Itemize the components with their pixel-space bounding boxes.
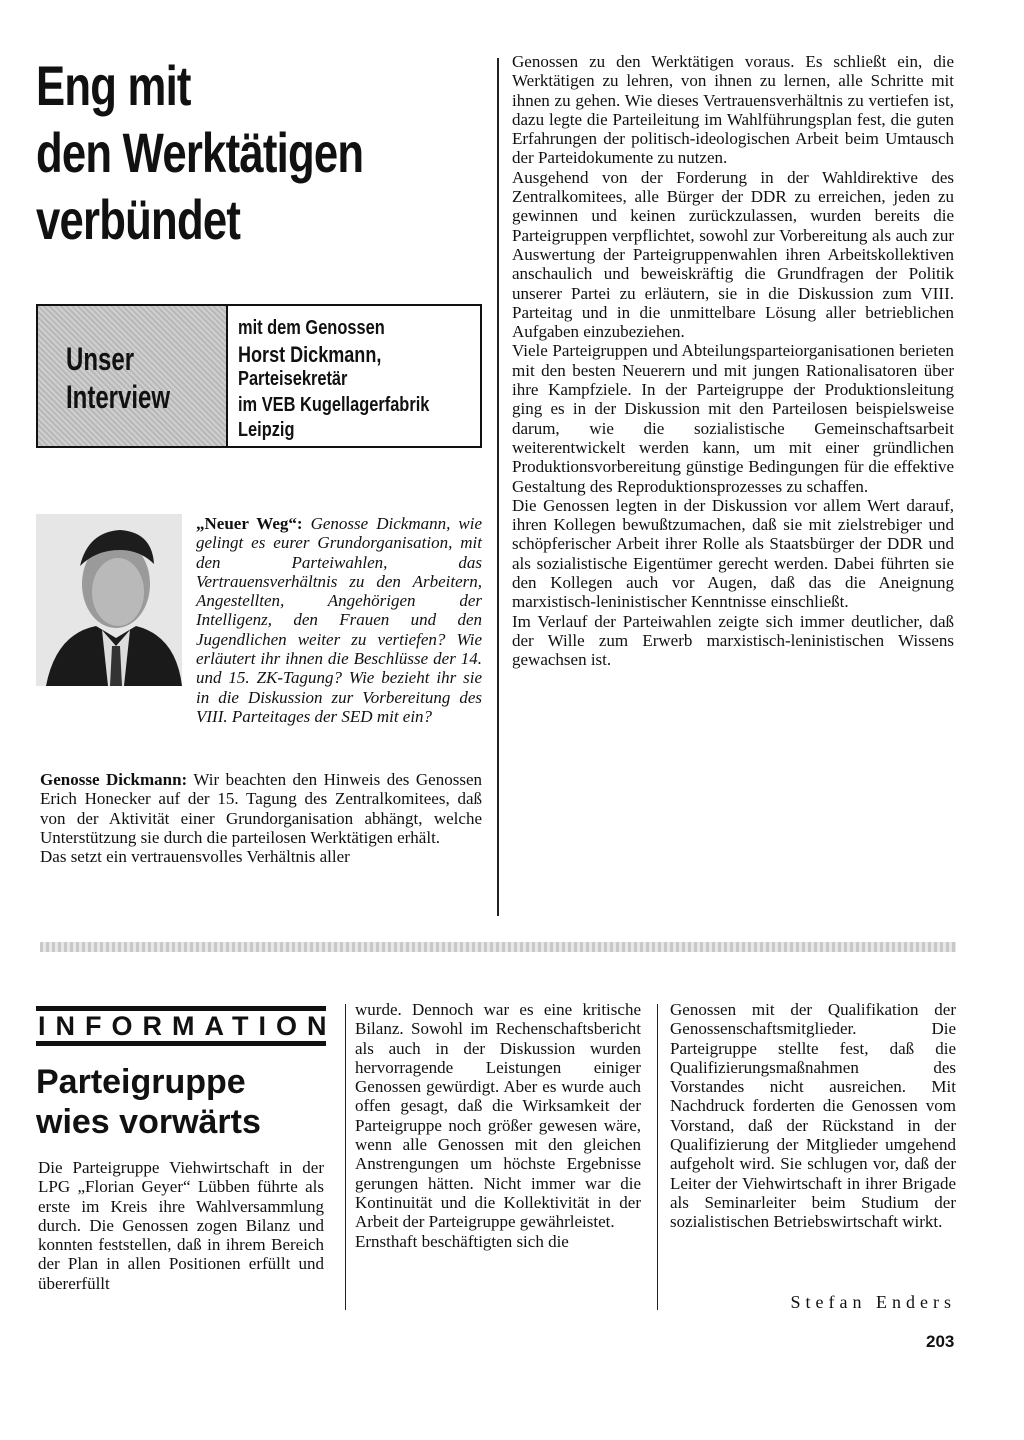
author-signature: Stefan Enders bbox=[790, 1292, 956, 1312]
column-divider bbox=[497, 58, 499, 916]
information-section-title: INFORMATION bbox=[36, 1006, 326, 1046]
portrait-photo bbox=[36, 514, 182, 686]
interview-question-block bbox=[196, 514, 482, 726]
left-column-last-line: Das setzt ein vertrauensvolles Verhältnis aller bbox=[40, 847, 350, 867]
right-paragraph-4: Die Genossen legten in der Diskussion vor allem Wert darauf, ihren Kollegen bewußtzumachen, daß sie mit zielstrebiger und schöpferischer Arbeit ihrer Rolle als Staatsbürger der DDR und als sozialistische Eigentümer gerecht werden. Dabei führten sie den Kollegen auch vor Augen, daß das die Aneignung marxistisch-leninistischer Kenntnisse einschließt. bbox=[512, 495, 954, 612]
right-paragraph-1: Genossen zu den Werktätigen voraus. Es schließt ein, die Werktätigen zu lehren, von ihnen zu lernen, alle Schritte mit ihnen zu gehen. Wie dieses Vertrauensverhältnis zu vertiefen ist, dazu legte die Parteileitung im Wahlführungsplan fest, die guten Erfahrungen der politisch-ideologischen Arbeit beim Umtausch der Parteidokumente zu nutzen. bbox=[512, 52, 954, 168]
information-column-3: Genossen mit der Qualifikation der Genossenschaftsmitglieder. Die Parteigruppe stellte fest, daß die Qualifizierungsmaßnahmen des Vorstandes nicht ausreichen. Mit Nachdruck forderten die Genossen vom Vorstand, daß der Rückstand in der Qualifizierung der Mitglieder umgehend aufgeholt wird. Sie schlugen vor, daß der Leiter der Viehwirtschaft in ihrer Brigade als Seminarleiter beim Studium der sozialistischen Betriebswirtschaft wirkt. bbox=[670, 1000, 956, 1232]
page-number: 203 bbox=[926, 1332, 955, 1351]
interview-label-panel bbox=[38, 306, 228, 446]
info-divider-2 bbox=[657, 1004, 658, 1310]
question-source: „Neuer Weg“: bbox=[196, 514, 303, 533]
right-paragraph-2: Ausgehend von der Forderung in der Wahldirektive des Zentralkomitees, alle Bürger der DDR zu erreichen, jeden zu gewinnen und keinen zurückzulassen, wurden bereits die Parteigruppen verpflichtet, sowohl zur Vorbereitung als auch zur Auswertung der Parteigruppenwahlen ihren Arbeitskollektiven anschaulich und beweiskräftig die Grundfragen der Politik unserer Partei zu erläutern, sie in die Diskussion zum VIII. Parteitag und in die unmittelbare Lösung aller betrieblichen Aufgaben einzubeziehen. bbox=[512, 167, 954, 342]
information-column-1: Die Parteigruppe Viehwirtschaft in der LPG „Florian Geyer“ Lübben führte als erste im Kreis ihre Wahlversammlung durch. Die Genossen zogen Bilanz und konnten feststellen, daß in ihrem Bereich der Plan in allen Positionen erfüllt und übererfüllt bbox=[38, 1158, 324, 1293]
headline-line-2: den Werktätigen bbox=[36, 121, 364, 184]
info-divider-1 bbox=[345, 1004, 346, 1310]
interview-box bbox=[36, 304, 482, 448]
question-text: Genosse Dickmann, wie gelingt es eurer Grundorganisation, mit den Parteiwahlen, das Vertrauensverhältnis zu den Arbeitern, Angestellten, Angehörigen der Intelligenz, den Frauen und den Jugendlichen weiter zu vertiefen? Wie erläutert ihr ihnen die Beschlüsse der 14. und 15. ZK-Tagung? Wie bezieht ihr sie in die Diskussion zur Vorbereitung des VIII. Parteitages der SED mit ein? bbox=[196, 514, 482, 726]
article-headline bbox=[36, 52, 363, 253]
interview-details: mit dem Genossen Horst Dickmann, Parteisekretär im VEB Kugellagerfabrik Leipzig bbox=[238, 317, 430, 441]
information-headline: Parteigruppe wies vorwärts bbox=[36, 1063, 261, 1141]
headline-line-3: verbündet bbox=[36, 188, 241, 251]
portrait-drawing bbox=[36, 514, 182, 686]
answer-text: Wir beachten den Hinweis des Genossen Erich Honecker auf der 15. Tagung des Zentralkomitees, daß von der Aktivität einer Grundorganisation abhängt, welche Unterstützung sie durch die parteilosen Werktätigen erhält. bbox=[40, 770, 482, 847]
headline-line-1: Eng mit bbox=[36, 54, 191, 117]
information-column-2: wurde. Dennoch war es eine kritische Bilanz. Sowohl im Rechenschaftsbericht als auch in der Diskussion wurden hervorragende Leistungen einiger Genossen gewürdigt. Aber es wurde auch offen gesagt, daß die Wirksamkeit der Parteigruppe noch größer gewesen wäre, wenn alle Genossen mit den gleichen Anstrengungen um höchste Ergebnisse gerungen hätten. Nicht immer war die Kontinuität und die Kollektivität in der Arbeit der Parteigruppe gewährleistet. Ernsthaft beschäftigten sich die bbox=[355, 1000, 641, 1251]
right-paragraph-3: Viele Parteigruppen und Abteilungsparteiorganisationen berieten mit den besten Neuerern und mit jungen Rationalisatoren über ihre Kampfziele. In der Parteigruppe der Produktionsleitung ging es in der Diskussion mit den Parteilosen beispielsweise darum, wie die sozialistische Gemeinschaftsarbeit weiterentwickelt werden kann, um mit einer gründlichen Produktionsvorbereitung günstige Bedingungen für die effektive Gestaltung des Reproduktionsprozesses zu schaffen. bbox=[512, 341, 954, 496]
interview-answer-block bbox=[40, 770, 482, 866]
interview-label: Unser Interview bbox=[66, 341, 171, 415]
answer-speaker: Genosse Dickmann: bbox=[40, 770, 188, 789]
section-separator bbox=[40, 942, 956, 952]
right-paragraph-5: Im Verlauf der Parteiwahlen zeigte sich immer deutlicher, daß der Wille zum Erwerb marxistisch-leninistischen Wissens gewachsen ist. bbox=[512, 611, 954, 670]
article-right-column bbox=[512, 52, 954, 670]
